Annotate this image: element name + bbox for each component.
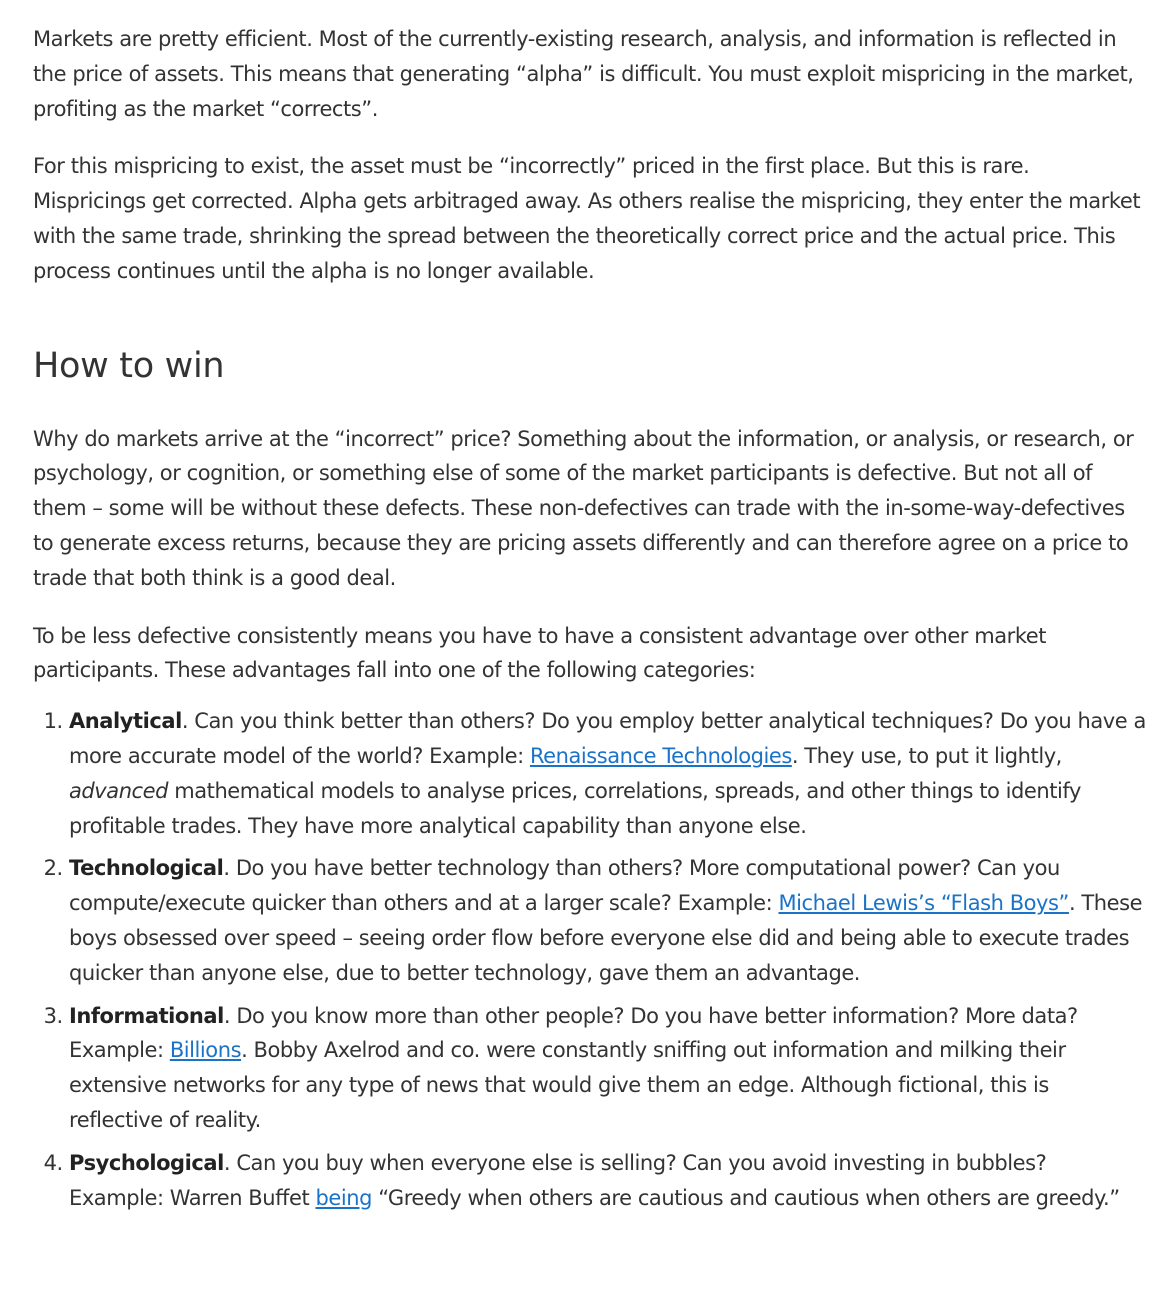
list-item-analytical <box>69 704 1147 843</box>
list-item-text: . They use, to put it lightly, <box>791 743 1062 768</box>
list-item-informational <box>69 999 1147 1138</box>
list-item-text: . Can you buy when everyone else is selling? Can you avoid investing in bubbles? Example: Warren Buffet <box>69 1150 1047 1210</box>
intro-paragraph-2: For this mispricing to exist, the asset must be “incorrectly” priced in the first place. But this is rare. Mispricings get corrected. Alpha gets arbitraged away. As others realise the mispricing, they enter the market with the same trade, shrinking the spread between the theoretically correct price and the actual price. This process continues until the alpha is no longer available. <box>33 154 1141 283</box>
advantages-list <box>33 704 1147 1215</box>
list-item-title: Analytical <box>69 709 182 734</box>
list-item-title: Informational <box>69 1003 224 1028</box>
section-paragraph-1: Why do markets arrive at the “incorrect” price? Something about the information, or analysis, or research, or psychology, or cognition, or something else of some of the market participants is defective. But not all of them – some will be without these defects. These non-defectives can trade with the in-some-way-defectives to generate excess returns, because they are pricing assets differently and can therefore agree on a price to trade that both think is a good deal. <box>33 426 1134 590</box>
list-item-text: “Greedy when others are cautious and cautious when others are greedy.” <box>371 1185 1120 1210</box>
list-item-emphasis: advanced <box>69 778 169 803</box>
list-item-text: . Can you think better than others? Do you employ better analytical techniques? Do you have a more accurate model of the world? Example: <box>69 709 1146 768</box>
list-item-psychological <box>69 1146 1147 1216</box>
list-item-text: . Do you know more than other people? Do you have better information? More data? Example: <box>69 1003 1078 1063</box>
renaissance-technologies-link[interactable]: Renaissance Technologies <box>529 743 792 768</box>
section-heading: How to win <box>33 345 225 386</box>
list-item-text: . Bobby Axelrod and co. were constantly sniffing out information and milking their extensive networks for any type of news that would give them an edge. Although fictional, this is reflective of reality. <box>69 1038 1066 1132</box>
list-item-text: . These boys obsessed over speed – seeing order flow before everyone else did and being able to execute trades quicker than anyone else, due to better technology, gave them an advantage. <box>69 891 1143 985</box>
list-item-title: Technological <box>69 856 224 881</box>
being-link[interactable]: being <box>315 1185 372 1210</box>
billions-link[interactable]: Billions <box>169 1038 242 1063</box>
list-item-technological <box>69 851 1147 990</box>
list-item-text: . Do you have better technology than others? More computational power? Can you compute/execute quicker than others and at a larger scale? Example: <box>69 856 1060 916</box>
list-item-title: Psychological <box>69 1150 224 1175</box>
intro-paragraph-1: Markets are pretty efficient. Most of the currently-existing research, analysis, and information is reflected in the price of assets. This means that generating “alpha” is difficult. You must exploit mispricing in the market, profiting as the market “corrects”. <box>33 27 1134 121</box>
section-paragraph-2: To be less defective consistently means you have to have a consistent advantage over other market participants. These advantages fall into one of the following categories: <box>33 623 1047 683</box>
flash-boys-link[interactable]: Michael Lewis’s “Flash Boys” <box>778 891 1069 916</box>
list-item-text: mathematical models to analyse prices, correlations, spreads, and other things to identify profitable trades. They have more analytical capability than anyone else. <box>69 778 1081 838</box>
